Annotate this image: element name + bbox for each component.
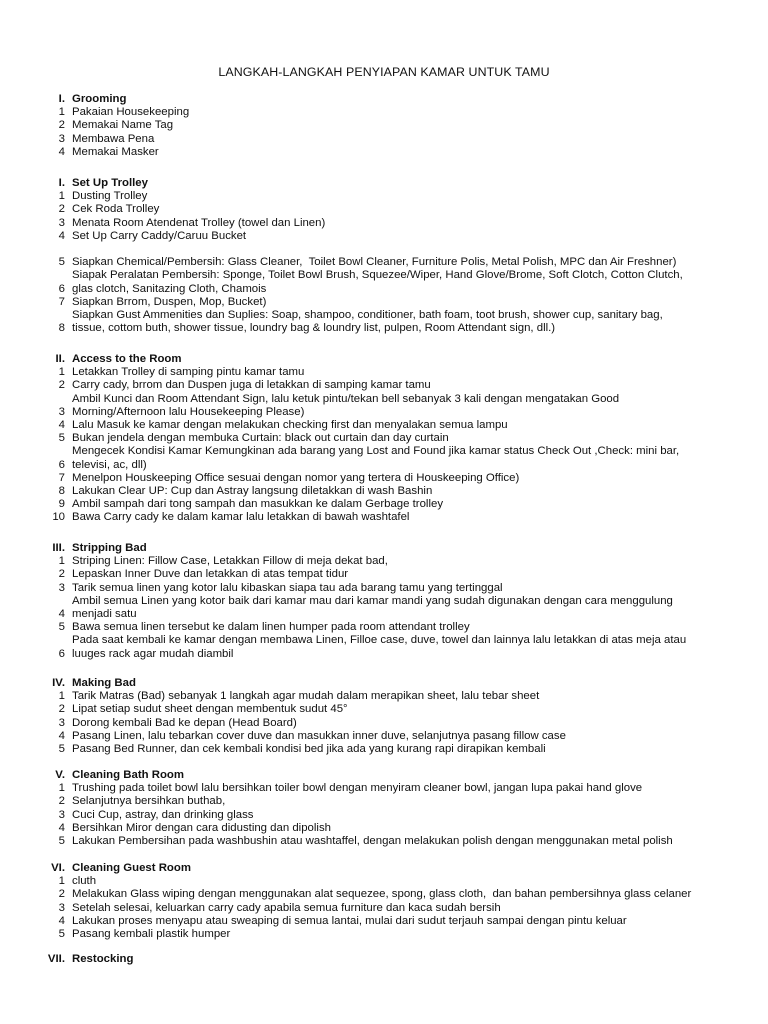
section-heading-text: Cleaning Guest Room <box>72 862 191 874</box>
item-number: 4 <box>58 419 65 431</box>
list-item <box>0 902 768 915</box>
item-text: Mengecek Kondisi Kamar Kemungkinan ada barang yang Lost and Found jika kamar status Check Out ,Check: mini bar, televisi, ac, dll) <box>72 445 680 471</box>
item-text: Bawa Carry cady ke dalam kamar lalu letakkan di bawah washtafel <box>72 511 410 524</box>
section-heading <box>0 677 768 690</box>
item-number: 1 <box>58 555 65 568</box>
section-heading <box>0 353 768 366</box>
list-item <box>0 511 768 524</box>
item-text: Pasang kembali plastik humper <box>72 928 231 940</box>
item-number: 4 <box>58 608 65 620</box>
section-numeral: V. <box>55 769 65 781</box>
item-text: Siapkan Brrom, Duspen, Mop, Bucket) <box>72 295 267 308</box>
section-access-to-the-room <box>0 353 768 525</box>
list-item <box>0 230 768 243</box>
list-item <box>0 888 768 901</box>
item-number: 3 <box>58 216 65 229</box>
list-item <box>0 106 768 119</box>
item-number: 2 <box>58 795 65 808</box>
list-item <box>0 782 768 795</box>
item-number: 5 <box>58 928 65 940</box>
item-text: Menelpon Houskeeping Office sesuai dengan nomor yang tertera di Houskeeping Office) <box>72 471 520 484</box>
list-item <box>0 835 768 848</box>
item-text: Menata Room Atendenat Trolley (towel dan Linen) <box>72 216 326 229</box>
list-item <box>0 595 768 621</box>
item-number: 2 <box>58 379 65 392</box>
list-item <box>0 119 768 132</box>
list-item <box>0 217 768 230</box>
section-heading <box>0 862 768 875</box>
item-number: 2 <box>58 703 65 716</box>
section-heading-text: Restocking <box>72 953 134 965</box>
section-numeral: I. <box>58 93 65 105</box>
item-number: 9 <box>58 498 65 511</box>
item-text: Siapak Peralatan Pembersih: Sponge, Toilet Bowl Brush, Squezee/Wiper, Hand Glove/Brome, Soft Clotch, Cotton Clutch, glas clotch, Sanitazing Cloth, Chamois <box>72 269 683 295</box>
list-item <box>0 582 768 595</box>
section-cleaning-guest-room <box>0 862 768 941</box>
item-text: Siapkan Chemical/Pembersih: Glass Cleaner, Toilet Bowl Cleaner, Furniture Polis, Metal Polish, MPC dan Air Freshner) <box>72 256 677 269</box>
section-numeral: II. <box>55 353 65 365</box>
list-item <box>0 915 768 928</box>
item-number: 1 <box>58 106 65 119</box>
list-item <box>0 498 768 511</box>
item-text: Memakai Masker <box>72 145 159 158</box>
item-text: Setelah selesai, keluarkan carry cady apabila semua furniture dan kaca sudah bersih <box>72 901 501 914</box>
item-text: Pasang Bed Runner, dan cek kembali kondisi bed jika ada yang kurang rapi dirapikan kembali <box>72 743 546 755</box>
item-text: Memakai Name Tag <box>72 119 174 132</box>
blank-line <box>0 243 768 256</box>
item-number: 1 <box>58 782 65 795</box>
item-text: Melakukan Glass wiping dengan menggunakan alat sequezee, spong, glass cloth, dan bahan pembersihnya glass celaner <box>72 888 692 901</box>
item-number: 2 <box>58 119 65 132</box>
item-number: 8 <box>58 322 65 335</box>
list-item <box>0 555 768 568</box>
item-number: 3 <box>58 808 65 821</box>
list-item <box>0 703 768 716</box>
list-item <box>0 795 768 808</box>
section-numeral: VI. <box>51 862 65 874</box>
item-text: Pasang Linen, lalu tebarkan cover duve dan masukkan inner duve, selanjutnya pasang fillow case <box>72 729 566 742</box>
item-text: Tarik Matras (Bad) sebanyak 1 langkah agar mudah dalam merapikan sheet, lalu tebar sheet <box>72 690 540 703</box>
item-number: 7 <box>58 471 65 484</box>
list-item <box>0 568 768 581</box>
section-heading <box>0 542 768 555</box>
list-item <box>0 379 768 392</box>
item-text: Membawa Pena <box>72 132 155 145</box>
item-text: Siapkan Gust Ammenities dan Suplies: Soap, shampoo, conditioner, bath foam, toot brush, shower cup, sanitary bag, tissue, cottom buth, shower tissue, loundry bag & loundry list, pulpen, Room Attendant sign, dll.) <box>72 309 663 335</box>
list-item <box>0 432 768 445</box>
item-text: cluth <box>72 875 97 888</box>
item-number: 3 <box>58 901 65 914</box>
item-text: Selanjutnya bersihkan buthab, <box>72 795 226 808</box>
item-number: 1 <box>58 190 65 203</box>
item-number: 3 <box>58 716 65 729</box>
list-item <box>0 634 768 660</box>
list-item <box>0 822 768 835</box>
item-text: Bukan jendela dengan membuka Curtain: black out curtain dan day curtain <box>72 432 449 445</box>
item-number: 3 <box>58 405 65 418</box>
section-heading-text: Making Bad <box>72 677 136 689</box>
section-heading-text: Stripping Bad <box>72 542 147 554</box>
section-numeral: IV. <box>52 677 65 689</box>
list-item <box>0 928 768 941</box>
item-number: 4 <box>58 821 65 834</box>
item-text: Ambil semua Linen yang kotor baik dari kamar mau dari kamar mandi yang sudah digunakan dengan cara menggulung menjadi satu <box>72 594 673 620</box>
item-number: 3 <box>58 132 65 145</box>
item-text: Lakukan proses menyapu atau sweaping di semua lantai, mulai dari sudut terjauh sampai dengan pintu keluar <box>72 914 627 927</box>
section-stripping-bad <box>0 542 768 661</box>
item-text: Ambil Kunci dan Room Attendant Sign, lalu ketuk pintu/tekan bell sebanyak 3 kali dengan mengatakan Good Morning/Afternoon lalu Housekeeping Please) <box>72 392 620 418</box>
item-number: 4 <box>58 914 65 927</box>
item-text: Striping Linen: Fillow Case, Letakkan Fillow di meja dekat bad, <box>72 555 388 568</box>
item-number: 7 <box>58 295 65 308</box>
item-text: Pakaian Housekeeping <box>72 106 190 119</box>
item-text: Lalu Masuk ke kamar dengan melakukan checking first dan menyalakan semua lampu <box>72 419 508 431</box>
item-text: Ambil sampah dari tong sampah dan masukkan ke dalam Gerbage trolley <box>72 498 444 511</box>
item-number: 6 <box>58 458 65 471</box>
item-text: Lakukan Pembersihan pada washbushin atau washtaffel, dengan melakukan polish dengan menggunakan metal polish <box>72 835 673 847</box>
item-text: Bersihkan Miror dengan cara didusting dan dipolish <box>72 821 331 834</box>
list-item <box>0 743 768 756</box>
section-restocking <box>0 953 768 966</box>
item-text: Bawa semua linen tersebut ke dalam linen humper pada room attendant trolley <box>72 621 470 634</box>
list-item <box>0 146 768 159</box>
item-number: 2 <box>58 888 65 901</box>
section-heading-text: Cleaning Bath Room <box>72 769 185 781</box>
item-number: 5 <box>58 256 65 269</box>
item-text: Tarik semua linen yang kotor lalu kibaskan siapa tau ada barang tamu yang tertinggal <box>72 581 503 594</box>
item-text: Dusting Trolley <box>72 190 148 203</box>
list-item <box>0 809 768 822</box>
section-heading-text: Set Up Trolley <box>72 177 148 189</box>
list-item <box>0 366 768 379</box>
item-text: Dorong kembali Bad ke depan (Head Board) <box>72 716 297 729</box>
item-number: 8 <box>58 485 65 498</box>
item-number: 4 <box>58 729 65 742</box>
list-item <box>0 269 768 295</box>
item-number: 1 <box>58 366 65 379</box>
list-item <box>0 621 768 634</box>
item-number: 1 <box>58 690 65 703</box>
item-number: 6 <box>58 282 65 295</box>
list-item <box>0 875 768 888</box>
item-number: 2 <box>58 203 65 216</box>
section-numeral: VII. <box>47 953 65 965</box>
section-heading <box>0 769 768 782</box>
list-item <box>0 133 768 146</box>
section-set-up-trolley <box>0 177 768 335</box>
section-heading <box>0 953 768 966</box>
item-text: Letakkan Trolley di samping pintu kamar tamu <box>72 366 305 379</box>
list-item <box>0 256 768 269</box>
list-item <box>0 203 768 216</box>
list-item <box>0 419 768 432</box>
section-heading <box>0 93 768 106</box>
item-text: Pada saat kembali ke kamar dengan membawa Linen, Filloe case, duve, towel dan lainnya lalu letakkan di atas meja atau luuges rack agar mudah diambil <box>72 634 687 660</box>
section-making-bad <box>0 677 768 756</box>
item-number: 2 <box>58 568 65 581</box>
list-item <box>0 690 768 703</box>
document-title: LANGKAH-LANGKAH PENYIAPAN KAMAR UNTUK TAMU <box>218 65 550 79</box>
list-item <box>0 472 768 485</box>
item-text: Carry cady, brrom dan Duspen juga di letakkan di samping kamar tamu <box>72 379 431 392</box>
item-number: 1 <box>58 875 65 888</box>
list-item <box>0 445 768 471</box>
item-text: Cek Roda Trolley <box>72 203 160 216</box>
list-item <box>0 393 768 419</box>
section-grooming <box>0 93 768 159</box>
item-text: Lepaskan Inner Duve dan letakkan di atas tempat tidur <box>72 568 349 581</box>
section-heading <box>0 177 768 190</box>
item-number: 6 <box>58 647 65 660</box>
item-text: Set Up Carry Caddy/Caruu Bucket <box>72 229 247 242</box>
item-number: 3 <box>58 581 65 594</box>
item-number: 10 <box>52 511 65 524</box>
item-text: Trushing pada toilet bowl lalu bersihkan toiler bowl dengan menyiram cleaner bowl, jangan lupa pakai hand glove <box>72 782 643 795</box>
section-cleaning-bath-room <box>0 769 768 848</box>
list-item <box>0 309 768 335</box>
item-number: 5 <box>58 743 65 755</box>
item-text: Lakukan Clear UP: Cup dan Astray langsung diletakkan di wash Bashin <box>72 485 433 498</box>
list-item <box>0 296 768 309</box>
list-item <box>0 485 768 498</box>
item-number: 5 <box>58 835 65 847</box>
section-numeral: I. <box>58 177 65 189</box>
item-number: 4 <box>58 145 65 158</box>
section-heading-text: Grooming <box>72 93 127 105</box>
list-item <box>0 190 768 203</box>
item-text: Cuci Cup, astray, dan drinking glass <box>72 808 254 821</box>
item-number: 5 <box>58 432 65 445</box>
list-item <box>0 730 768 743</box>
item-number: 4 <box>58 229 65 242</box>
list-item <box>0 717 768 730</box>
item-number: 5 <box>58 621 65 634</box>
section-heading-text: Access to the Room <box>72 353 182 365</box>
item-text: Lipat setiap sudut sheet dengan membentuk sudut 45° <box>72 703 348 716</box>
section-numeral: III. <box>52 542 65 554</box>
